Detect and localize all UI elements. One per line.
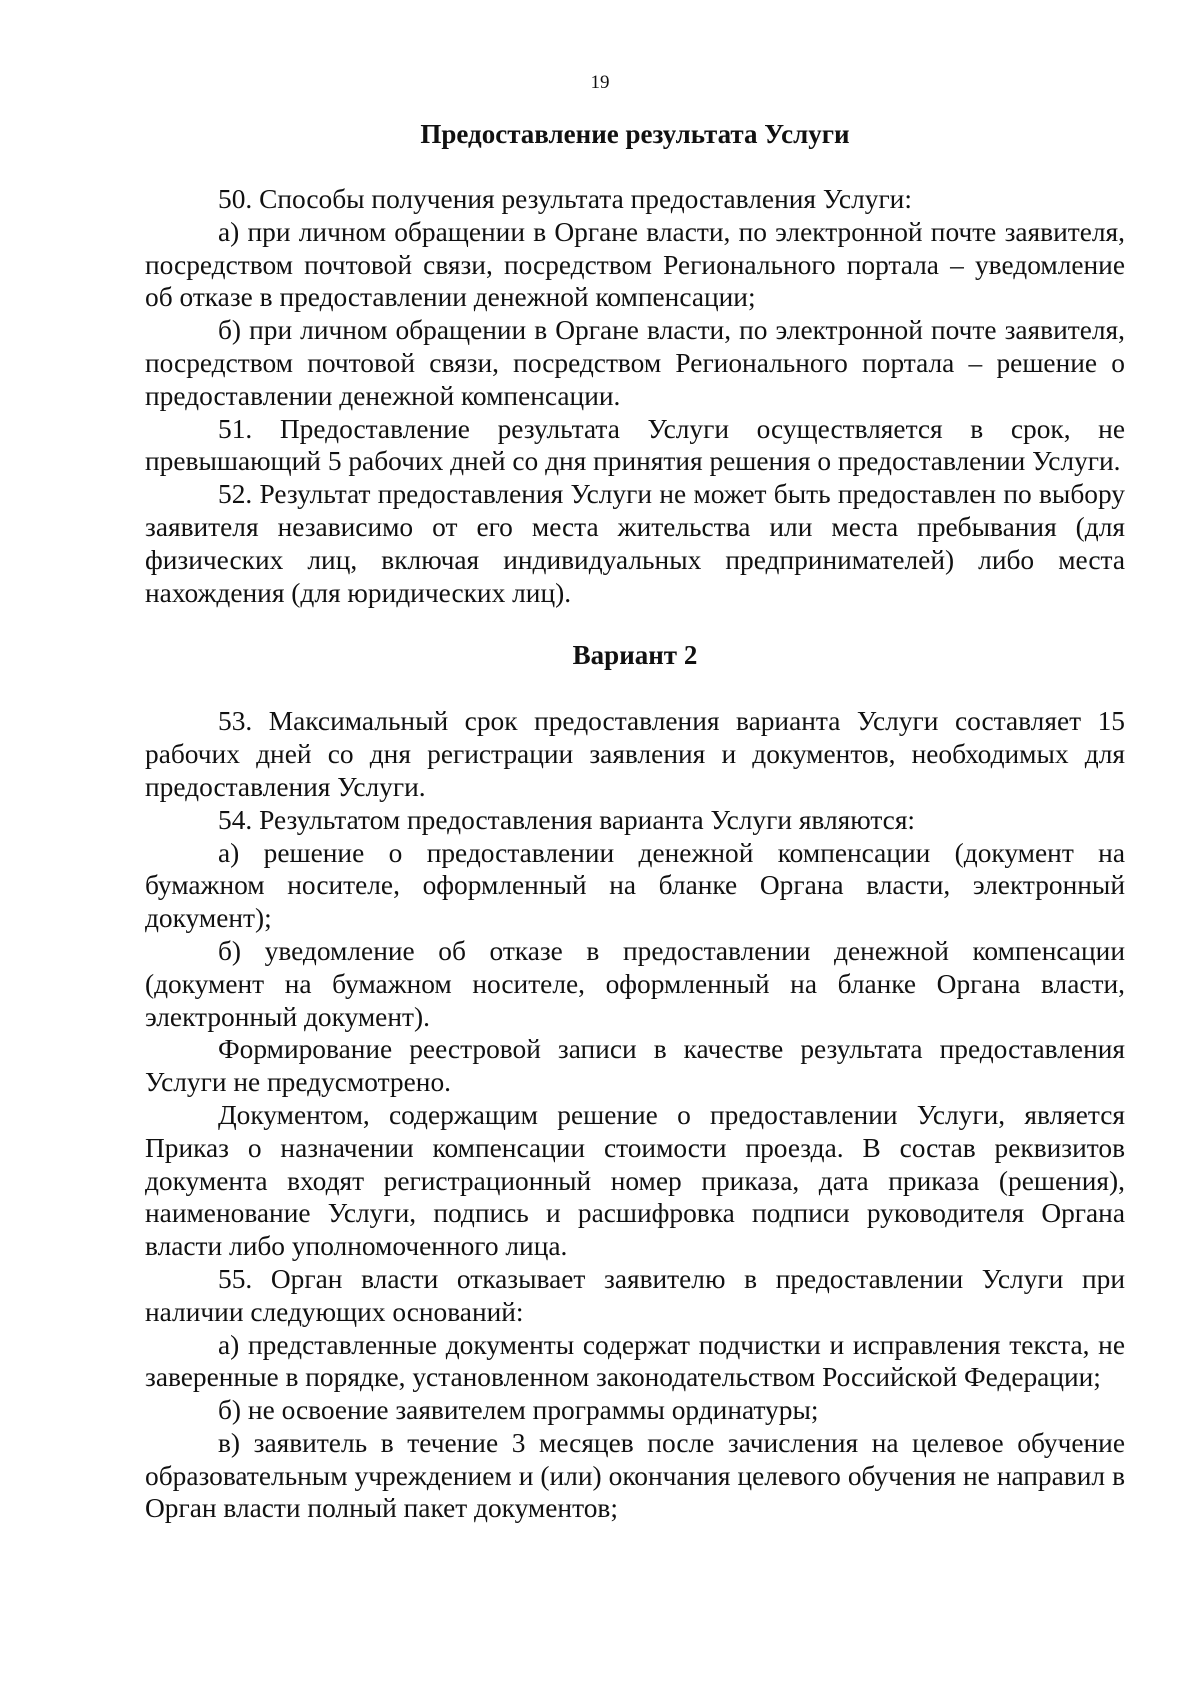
paragraph-55: 55. Орган власти отказывает заявителю в предоставлении Услуги при наличии следующих оснований: <box>145 1263 1125 1327</box>
paragraph-54b: б) уведомление об отказе в предоставлении денежной компенсации (документ на бумажном носителе, оформленный на бланке Органа власти, электронный документ). <box>145 935 1125 1032</box>
section-heading-variant-2: Вариант 2 <box>572 640 698 671</box>
paragraph-50a: а) при личном обращении в Органе власти, по электронной почте заявителя, посредством почтовой связи, посредством Регионального портала – уведомление об отказе в предоставлении денежной компенсации; <box>145 216 1125 313</box>
paragraph-55v: в) заявитель в течение 3 месяцев после зачисления на целевое обучение образовательным учреждением и (или) окончания целевого обучения не направил в Орган власти полный пакет документов; <box>145 1427 1125 1524</box>
document-body <box>145 118 1125 1525</box>
paragraph-55b: б) не освоение заявителем программы ординатуры; <box>218 1395 819 1426</box>
paragraph-registry-record: Формирование реестровой записи в качестве результата предоставления Услуги не предусмотрено. <box>145 1034 1125 1098</box>
paragraph-50b: б) при личном обращении в Органе власти, по электронной почте заявителя, посредством почтовой связи, посредством Регионального портала – решение о предоставлении денежной компенсации. <box>145 315 1125 411</box>
page-number: 19 <box>590 72 610 93</box>
paragraph-50: 50. Способы получения результата предоставления Услуги: <box>218 184 912 214</box>
paragraph-53: 53. Максимальный срок предоставления варианта Услуги составляет 15 рабочих дней со дня регистрации заявления и документов, необходимых для предоставления Услуги. <box>145 706 1125 802</box>
paragraph-54a: а) решение о предоставлении денежной компенсации (документ на бумажном носителе, оформленный на бланке Органа власти, электронный документ); <box>145 837 1125 934</box>
paragraph-54: 54. Результатом предоставления варианта Услуги являются: <box>218 804 916 835</box>
paragraph-52: 52. Результат предоставления Услуги не может быть предоставлен по выбору заявителя независимо от его места жительства или места пребывания (для физических лиц, включая индивидуальных предпринимателей) либо места нахождения (для юридических лиц). <box>145 479 1125 608</box>
paragraph-55a: а) представленные документы содержат подчистки и исправления текста, не заверенные в порядке, установленном законодательством Российской Федерации; <box>145 1329 1125 1393</box>
section-heading-result: Предоставление результата Услуги <box>420 119 850 149</box>
paragraph-51: 51. Предоставление результата Услуги осуществляется в срок, не превышающий 5 рабочих дней со дня принятия решения о предоставлении Услуги. <box>145 413 1125 477</box>
paragraph-decision-document: Документом, содержащим решение о предоставлении Услуги, является Приказ о назначении компенсации стоимости проезда. В состав реквизитов документа входят регистрационный номер приказа, дата приказа (решения), наименование Услуги, подпись и расшифровка подписи руководителя Органа власти либо уполномоченного лица. <box>145 1099 1125 1262</box>
